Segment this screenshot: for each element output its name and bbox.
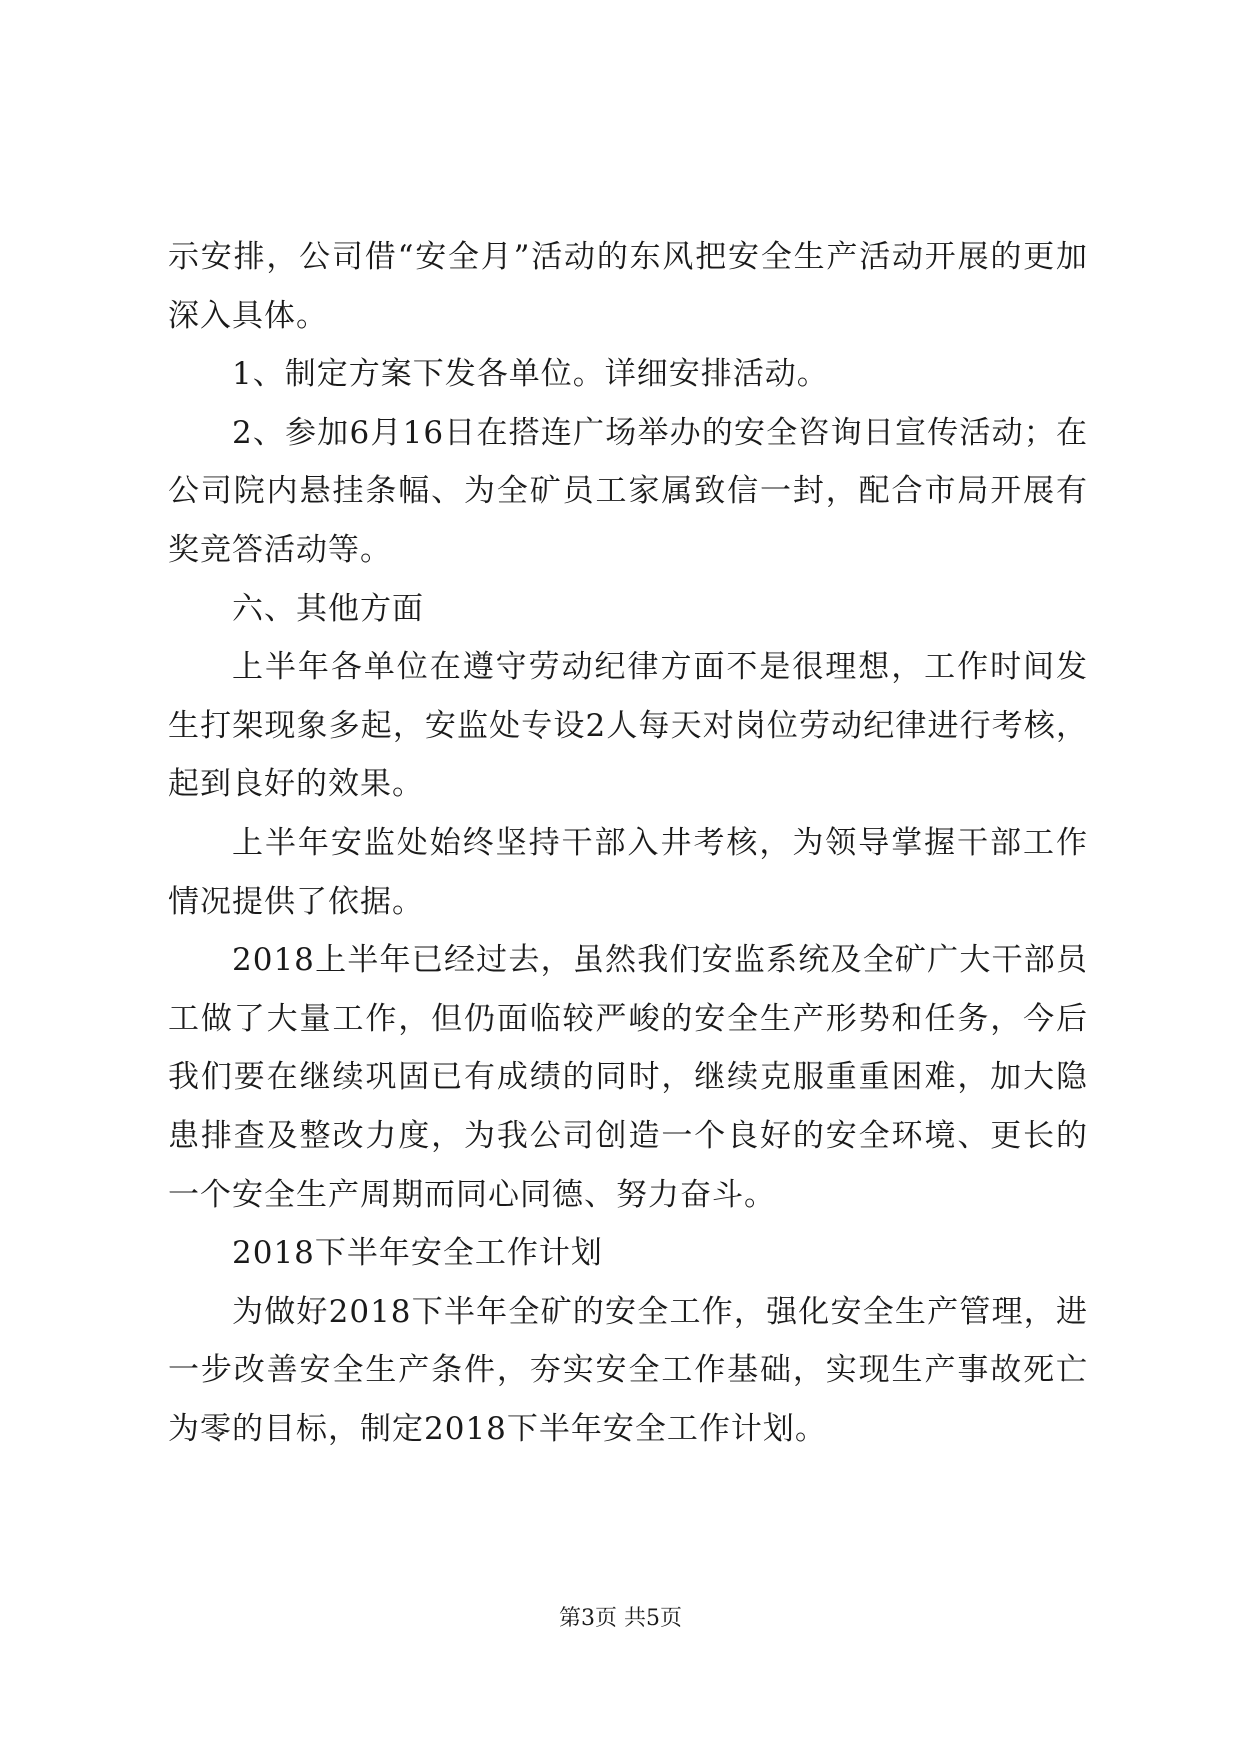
paragraph-labor-discipline: 上半年各单位在遵守劳动纪律方面不是很理想，工作时间发生打架现象多起，安监处专设2人每天对岗位劳动纪律进行考核，起到良好的效果。 [168,649,1088,803]
paragraph-cadre-assessment: 上半年安监处始终坚持干部入井考核，为领导掌握干部工作情况提供了依据。 [168,824,1088,920]
paragraph-summary: 2018上半年已经过去，虽然我们安监系统及全矿广大干部员工做了大量工作，但仍面临较严峻的安全生产形势和任务，今后我们要在继续巩固已有成绩的同时，继续克服重重困难，加大隐患排查及整改力度，为我公司创造一个良好的安全环境、更长的一个安全生产周期而同心同德、努力奋斗。 [168,942,1088,1213]
paragraph-continuation: 示安排，公司借“安全月”活动的东风把安全生产活动开展的更加深入具体。 [168,239,1088,334]
page-number-footer: 第3页 共5页 [559,1606,682,1631]
paragraph-plan-intro: 为做好2018下半年全矿的安全工作，强化安全生产管理，进一步改善安全生产条件，夯实安全工作基础，实现生产事故死亡为零的目标，制定2018下半年安全工作计划。 [168,1293,1088,1447]
paragraph-item-1: 1、制定方案下发各单位。详细安排活动。 [232,356,829,393]
section-heading-other: 六、其他方面 [232,590,424,627]
section-heading-plan: 2018下半年安全工作计划 [232,1235,603,1272]
paragraph-item-2: 2、参加6月16日在搭连广场举办的安全咨询日宣传活动；在公司院内悬挂条幅、为全矿员工家属致信一封，配合市局开展有奖竞答活动等。 [168,414,1088,568]
document-body [168,228,1088,1458]
